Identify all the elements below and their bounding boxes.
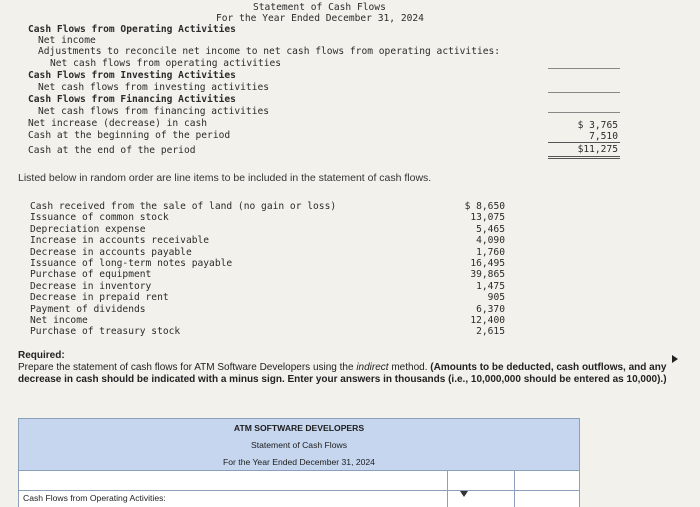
required-text-bold: (Amounts to be deducted, cash outflows, and any decrease in cash should be indicated with a minus sign. Enter your answers in thousands (i.e., 10,000,000 should be entered as 10,000).) bbox=[18, 362, 667, 385]
line-item-label: Issuance of common stock bbox=[30, 212, 169, 224]
statement-line-10: Cash at the end of the period bbox=[28, 145, 196, 156]
line-items-list bbox=[30, 201, 505, 338]
rule-subtotal bbox=[548, 142, 620, 143]
statement-line-3: Net cash flows from operating activities bbox=[50, 58, 282, 69]
line-item-label: Net income bbox=[30, 314, 88, 326]
statement-line-4: Cash Flows from Investing Activities bbox=[28, 70, 236, 81]
line-item-row bbox=[30, 247, 505, 258]
statement-title: Statement of Cash Flows bbox=[253, 2, 386, 13]
line-item-row bbox=[30, 235, 505, 246]
required-text bbox=[18, 362, 694, 386]
cash-end-amount: $11,275 bbox=[577, 144, 618, 155]
line-item-row bbox=[30, 224, 505, 235]
statement-line-2: Adjustments to reconcile net income to net cash flows from operating activities: bbox=[38, 46, 501, 57]
line-item-row bbox=[30, 315, 505, 326]
dropdown-marker-icon bbox=[460, 491, 468, 497]
rule-financing bbox=[548, 112, 620, 113]
line-item-value: 16,495 bbox=[470, 257, 505, 269]
amount-input-cell[interactable] bbox=[448, 491, 513, 505]
required-text-1: Prepare the statement of cash flows for ATM Software Developers using the bbox=[18, 362, 357, 373]
statement-line-1: Net income bbox=[38, 35, 96, 46]
line-item-label: Decrease in prepaid rent bbox=[30, 292, 169, 304]
line-item-row bbox=[30, 212, 505, 223]
col-divider bbox=[447, 471, 448, 490]
statement-line-9: Cash at the beginning of the period bbox=[28, 130, 231, 141]
line-item-value: 6,370 bbox=[476, 303, 505, 315]
line-item-row bbox=[30, 326, 505, 337]
line-item-value: 39,865 bbox=[470, 269, 505, 281]
rule-investing bbox=[548, 92, 620, 93]
total-input-cell[interactable] bbox=[515, 491, 580, 505]
answer-table bbox=[18, 418, 580, 507]
line-item-row bbox=[30, 201, 505, 212]
line-item-label: Cash received from the sale of land (no gain or loss) bbox=[30, 201, 337, 212]
mouse-pointer-icon bbox=[672, 355, 678, 363]
line-item-value: 905 bbox=[487, 292, 505, 304]
operating-activities-label: Cash Flows from Operating Activities: bbox=[23, 493, 166, 503]
answer-row-operating bbox=[19, 491, 579, 507]
answer-blank-row bbox=[19, 471, 579, 491]
required-section bbox=[18, 350, 694, 386]
line-item-value: 1,475 bbox=[476, 280, 505, 292]
line-item-label: Decrease in accounts payable bbox=[30, 246, 192, 258]
line-item-label: Payment of dividends bbox=[30, 303, 146, 315]
required-text-2: method. bbox=[388, 362, 431, 373]
statement-line-6: Cash Flows from Financing Activities bbox=[28, 94, 236, 105]
rule-operating bbox=[548, 68, 620, 69]
statement-line-5: Net cash flows from investing activities bbox=[38, 82, 270, 93]
answer-table-header bbox=[19, 419, 579, 471]
line-item-row bbox=[30, 304, 505, 315]
net-increase-amount: $ 3,765 bbox=[577, 120, 618, 131]
required-text-italic: indirect bbox=[356, 362, 389, 373]
statement-line-0: Cash Flows from Operating Activities bbox=[28, 24, 236, 35]
line-item-value: 4,090 bbox=[476, 235, 505, 247]
line-item-value: $ 8,650 bbox=[464, 201, 505, 212]
line-item-value: 5,465 bbox=[476, 223, 505, 235]
statement-period: For the Year Ended December 31, 2024 bbox=[216, 13, 424, 24]
line-item-value: 1,760 bbox=[476, 246, 505, 258]
table-period: For the Year Ended December 31, 2024 bbox=[223, 457, 375, 467]
line-item-label: Purchase of equipment bbox=[30, 269, 152, 281]
line-item-row bbox=[30, 281, 505, 292]
line-item-value: 2,615 bbox=[476, 326, 505, 338]
statement-line-7: Net cash flows from financing activities bbox=[38, 106, 270, 117]
line-item-row bbox=[30, 292, 505, 303]
line-item-value: 13,075 bbox=[470, 212, 505, 224]
line-item-label: Depreciation expense bbox=[30, 223, 146, 235]
line-item-label: Purchase of treasury stock bbox=[30, 326, 181, 338]
intro-text: Listed below in random order are line items to be included in the statement of cash flows. bbox=[18, 172, 432, 184]
line-item-value: 12,400 bbox=[470, 314, 505, 326]
table-statement-title: Statement of Cash Flows bbox=[250, 440, 347, 450]
line-item-label: Decrease in inventory bbox=[30, 280, 152, 292]
line-item-row bbox=[30, 269, 505, 280]
statement-line-8: Net increase (decrease) in cash bbox=[28, 118, 208, 129]
cash-beginning-amount: 7,510 bbox=[589, 131, 618, 142]
required-heading: Required: bbox=[18, 350, 65, 361]
col-divider bbox=[514, 471, 515, 490]
line-item-label: Issuance of long-term notes payable bbox=[30, 257, 233, 269]
line-item-label: Increase in accounts receivable bbox=[30, 235, 210, 247]
line-item-row bbox=[30, 258, 505, 269]
rule-total-1 bbox=[548, 156, 620, 157]
company-name: ATM SOFTWARE DEVELOPERS bbox=[233, 423, 365, 433]
rule-total-2 bbox=[548, 158, 620, 159]
